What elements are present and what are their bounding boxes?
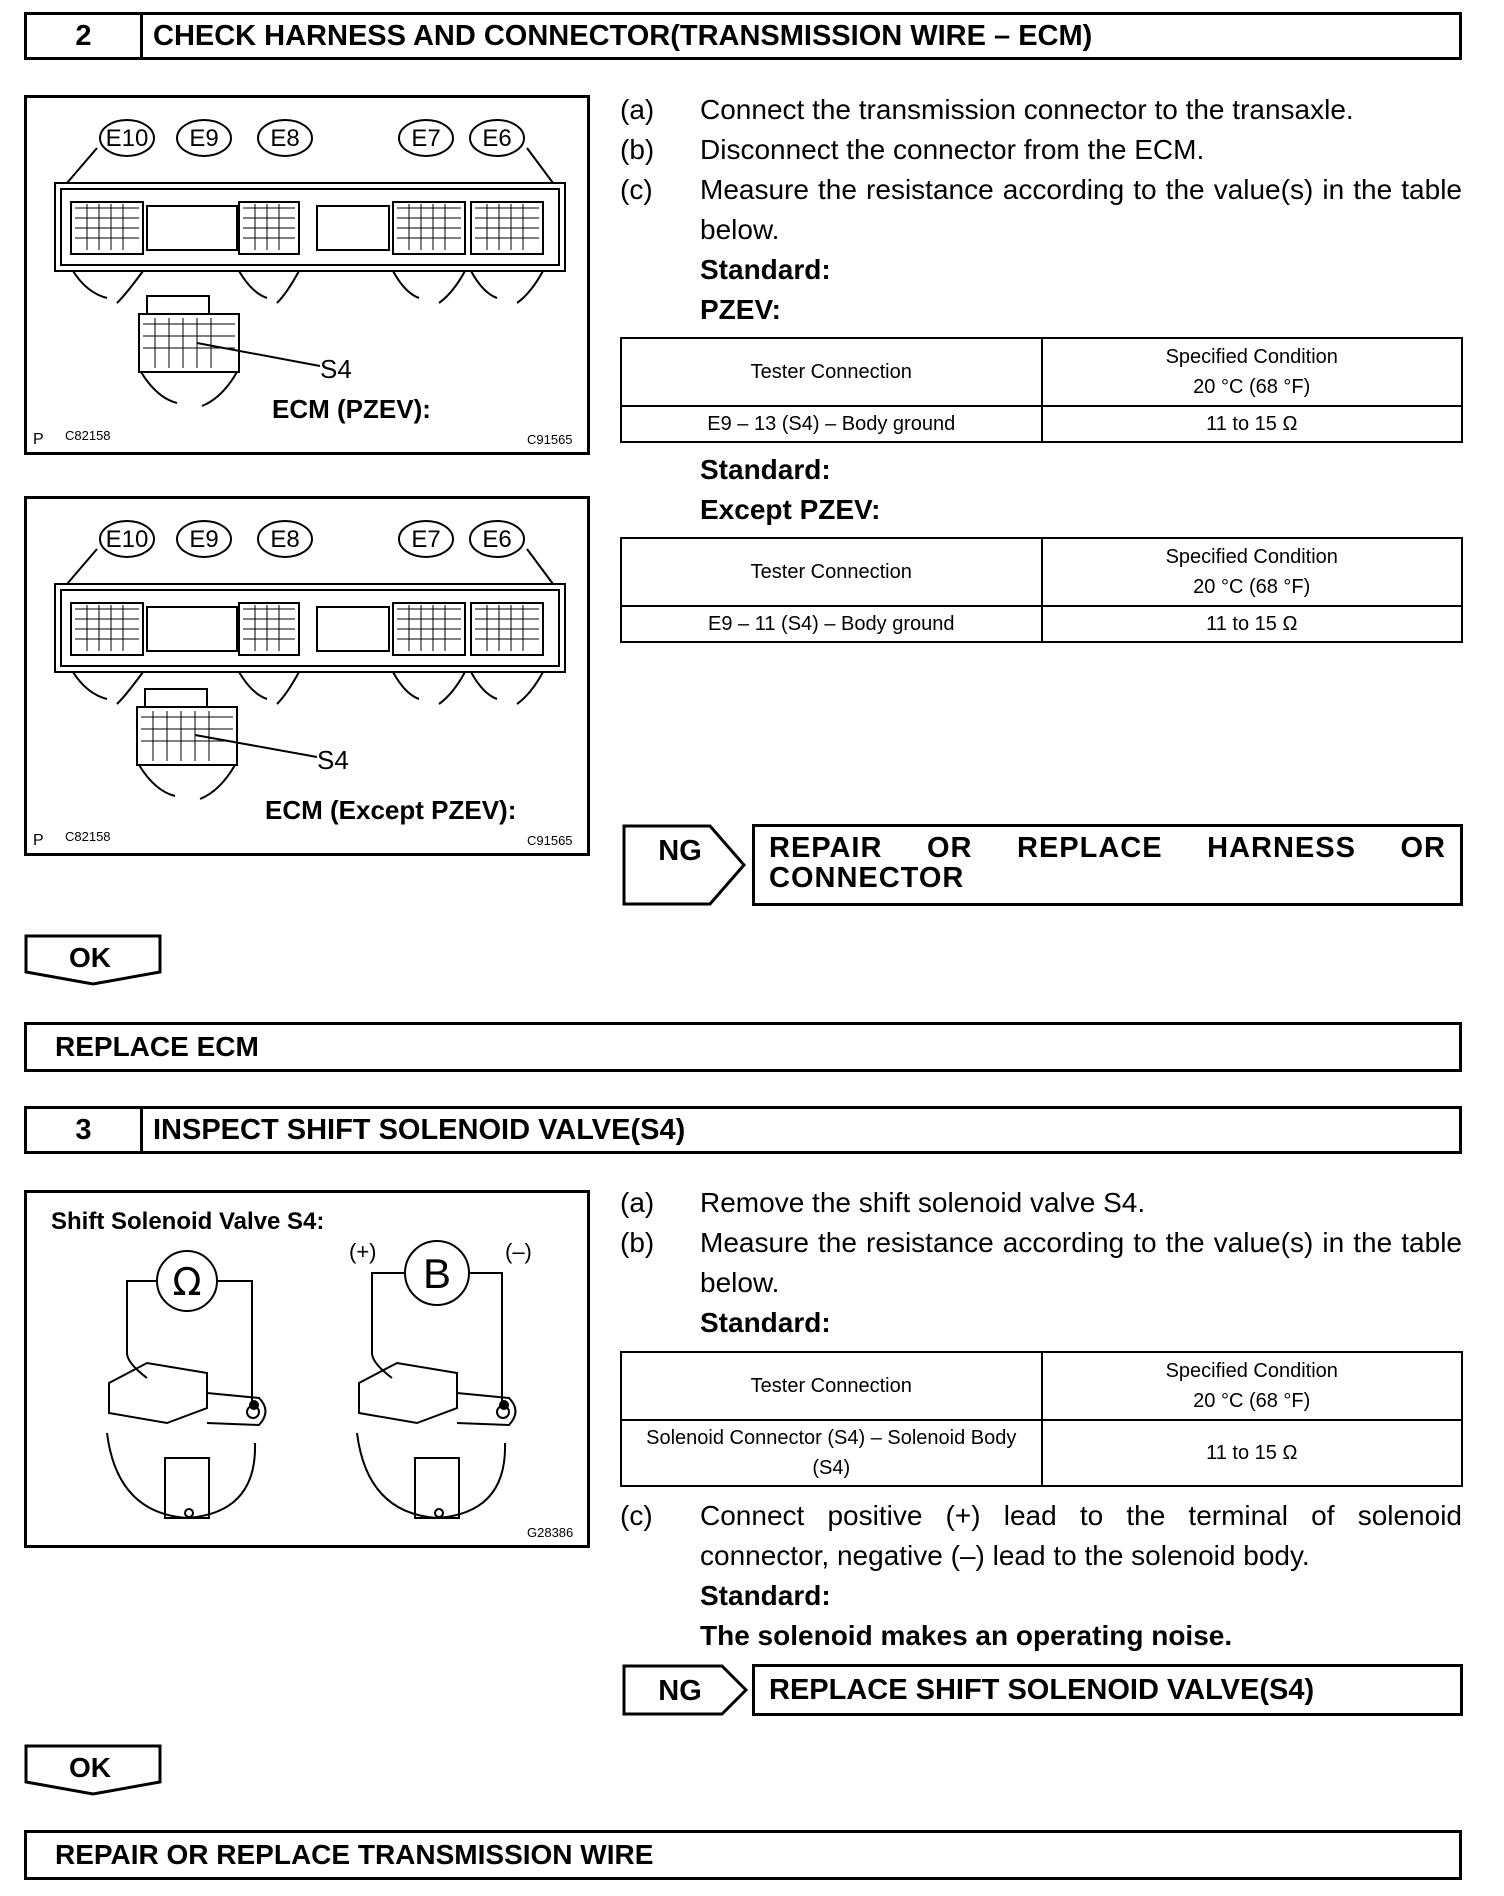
s4-pointer-label: S4 — [320, 354, 352, 384]
ng-action-text: REPLACE SHIFT SOLENOID VALVE(S4) — [769, 1673, 1315, 1706]
table-header-condition-line1: Specified Condition — [1165, 346, 1338, 368]
except-pzev-label: Except PZEV: — [700, 494, 881, 525]
step3-header — [24, 1106, 1462, 1154]
step3-number: 3 — [27, 1109, 143, 1151]
ok-result-text: REPLACE ECM — [55, 1031, 259, 1062]
battery-icon: B — [422, 1250, 452, 1297]
table-cell-condition: 11 to 15 Ω — [1042, 606, 1463, 642]
step2-header — [24, 12, 1462, 60]
ok-arrow-tag — [24, 1744, 164, 1800]
figure-caption: ECM (Except PZEV): — [265, 795, 517, 825]
figure-code-right: C91565 — [527, 833, 573, 848]
ng-action-box — [752, 1664, 1463, 1716]
step-text: Connect positive (+) lead to the terminal of solenoid connector, negative (–) lead to the solenoid body. — [700, 1500, 1462, 1571]
connector-label-e10: E10 — [105, 526, 149, 553]
step2-number: 2 — [27, 15, 143, 57]
table-cell-connection: E9 – 13 (S4) – Body ground — [621, 406, 1042, 442]
replace-ecm-box — [24, 1022, 1462, 1072]
ng-arrow-tag — [622, 824, 752, 906]
table-header-condition — [1042, 538, 1463, 606]
table-header-condition-line2: 20 °C (68 °F) — [1193, 1390, 1311, 1412]
table-cell-connection: E9 – 11 (S4) – Body ground — [621, 606, 1042, 642]
table-cell-condition: 11 to 15 Ω — [1042, 406, 1463, 442]
step-text: Remove the shift solenoid valve S4. — [700, 1187, 1146, 1218]
table-header-connection: Tester Connection — [621, 538, 1042, 606]
table-header-condition-line2: 20 °C (68 °F) — [1193, 376, 1311, 398]
step-label: (b) — [620, 1227, 655, 1258]
connector-label-e7: E7 — [411, 125, 441, 152]
connector-label-e10: E10 — [105, 125, 149, 152]
pzev-label: PZEV: — [700, 294, 781, 325]
connector-label-e9: E9 — [189, 125, 219, 152]
connector-label-e6: E6 — [482, 125, 512, 152]
table-header-condition-line1: Specified Condition — [1165, 1360, 1338, 1382]
ecm-except-pzev-diagram — [27, 499, 593, 859]
standard-label-except: Standard: — [700, 454, 831, 485]
ok-label: OK — [69, 1752, 111, 1783]
table-header-condition — [1042, 338, 1463, 406]
ecm-pzev-figure — [24, 95, 590, 455]
repair-transmission-wire-box — [24, 1830, 1462, 1880]
ok-arrow-tag — [24, 934, 164, 990]
noise-result-text: The solenoid makes an operating noise. — [700, 1620, 1233, 1651]
connector-label-e7: E7 — [411, 526, 441, 553]
connector-label-e9: E9 — [189, 526, 219, 553]
ecm-except-pzev-figure — [24, 496, 590, 856]
ok-result-text: REPAIR OR REPLACE TRANSMISSION WIRE — [55, 1839, 654, 1870]
ok-label: OK — [69, 942, 111, 973]
s4-pointer-label: S4 — [317, 745, 349, 775]
ng-action-box — [752, 824, 1463, 906]
ohmmeter-icon: Ω — [172, 1260, 202, 1304]
ng-label: NG — [658, 835, 702, 867]
table-cell-connection: Solenoid Connector (S4) – Solenoid Body (S4) — [621, 1420, 1042, 1486]
solenoid-spec-table — [620, 1351, 1463, 1487]
step-text: Measure the resistance according to the value(s) in the table below. — [700, 174, 1462, 245]
standard-label: Standard: — [700, 1307, 831, 1338]
figure-corner-mark: P — [33, 832, 44, 849]
ecm-pzev-diagram — [27, 98, 593, 458]
figure-title: Shift Solenoid Valve S4: — [51, 1208, 325, 1235]
figure-code-right: C91565 — [527, 432, 573, 447]
figure-code: G28386 — [527, 1525, 574, 1540]
connector-label-e6: E6 — [482, 526, 512, 553]
step-label: (a) — [620, 94, 655, 125]
step-text: Connect the transmission connector to the transaxle. — [700, 94, 1354, 125]
step-label: (a) — [620, 1187, 655, 1218]
ng-arrow-tag — [622, 1664, 752, 1716]
connector-label-e8: E8 — [270, 526, 300, 553]
step-text: Disconnect the connector from the ECM. — [700, 134, 1205, 165]
connector-label-e8: E8 — [270, 125, 300, 152]
step2-title: CHECK HARNESS AND CONNECTOR(TRANSMISSION WIRE – ECM) — [153, 19, 1093, 52]
standard-label: Standard: — [700, 254, 831, 285]
table-header-connection: Tester Connection — [621, 1352, 1042, 1420]
ng-label: NG — [658, 1675, 702, 1707]
step-label: (c) — [620, 174, 653, 205]
table-header-connection: Tester Connection — [621, 338, 1042, 406]
step-label: (c) — [620, 1500, 653, 1531]
step-label: (b) — [620, 134, 655, 165]
standard-label-noise: Standard: — [700, 1580, 831, 1611]
table-header-condition-line2: 20 °C (68 °F) — [1193, 576, 1311, 598]
step-text: Measure the resistance according to the value(s) in the table below. — [700, 1227, 1462, 1298]
table-header-condition-line1: Specified Condition — [1165, 546, 1338, 568]
positive-lead-label: (+) — [349, 1239, 377, 1264]
step3-title: INSPECT SHIFT SOLENOID VALVE(S4) — [153, 1113, 686, 1146]
ng-action-text: REPAIR OR REPLACE HARNESS OR CONNECTOR — [769, 832, 1446, 894]
figure-code-left: C82158 — [65, 829, 111, 844]
table-header-condition — [1042, 1352, 1463, 1420]
negative-lead-label: (–) — [505, 1239, 532, 1264]
solenoid-figure — [24, 1190, 590, 1548]
pzev-spec-table — [620, 337, 1463, 443]
figure-corner-mark: P — [33, 431, 44, 448]
figure-code-left: C82158 — [65, 428, 111, 443]
table-cell-condition: 11 to 15 Ω — [1042, 1420, 1463, 1486]
solenoid-diagram — [27, 1193, 593, 1551]
figure-caption: ECM (PZEV): — [272, 394, 431, 424]
except-pzev-spec-table — [620, 537, 1463, 643]
